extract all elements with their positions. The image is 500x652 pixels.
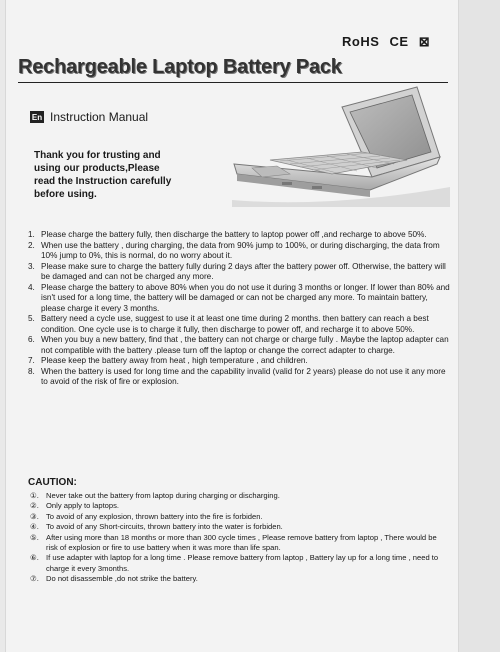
caution-item [30,533,450,554]
caution-item [30,501,450,511]
page-title: Rechargeable Laptop Battery Pack [18,56,342,78]
item-text: Please charge the battery to above 80% when you do not use it during 3 months or longer. If lower than 80% and isn't used for a long time, the battery will be damaged or can not be charged any more. To maintain battery, please charge it every 3 months. [41,282,450,313]
list-item [28,262,452,283]
list-item [28,356,452,367]
caution-item [30,491,450,501]
item-number: 3. [28,261,35,271]
list-item [28,283,452,315]
intro-line: read the Instruction carefully [34,176,172,187]
language-badge: En [31,112,43,122]
item-text: Please charge the battery fully, then discharge the battery to laptop power off ,and recharge to above 50%. [41,230,427,239]
caution-number: ⑤. [30,532,39,542]
item-number: 1. [28,230,35,239]
item-number: 6. [28,335,35,344]
caution-text: After using more than 18 months or more than 300 cycle times , Please remove battery from laptop , There would be risk of explosion or fire to use battery when it was more than life span. [46,532,437,553]
intro-line: using our products,Please [34,163,160,174]
item-number: 8. [28,366,35,376]
list-item [28,241,452,262]
caution-text: To avoid of any explosion, thrown battery into the fire is forbiden. [46,511,263,521]
item-text: Battery need a cycle use, suggest to use it at least one time during 2 months. then battery can reach a best condition. One cycle use is to charge it fully, then discharge to power off, and recharge it to above 50%. [41,314,429,334]
laptop-illustration [212,82,452,207]
list-item [28,335,452,356]
caution-number: ④. [30,522,39,532]
list-item [28,314,452,335]
item-number: 2. [28,240,35,250]
item-number: 4. [28,282,35,292]
caution-text: Do not disassemble ,do not strike the battery. [46,574,198,584]
item-text: When you buy a new battery, find that , the battery can not charge or charge fully . Maybe the laptop adapter can not compatible with the battery .please turn off the laptop or change the correct adapter to charge. [41,335,449,355]
caution-number: ①. [30,491,39,500]
weee-bin-icon: ⊠ [418,34,431,49]
intro-line: Thank you for trusting and [34,150,161,161]
caution-item [30,522,450,532]
background-margin [458,0,500,652]
caution-item [30,512,450,522]
intro-line: before using. [34,189,97,200]
caution-text: Never take out the battery from laptop during charging or discharging. [46,491,280,500]
caution-item [30,574,450,584]
caution-number: ⑥. [30,553,39,563]
caution-number: ③. [30,511,39,521]
item-text: When the battery is used for long time and the capability invalid (valid for 2 years) please do not use it any more to avoid of the risk of fire or explosion. [41,366,446,386]
list-item [28,367,452,388]
caution-text: If use adapter with laptop for a long time . Please remove battery from laptop , Battery lay up for a long time , need to charge it every 3months. [46,553,439,573]
caution-number: ⑦. [30,574,39,584]
instructions-list [28,230,452,388]
item-text: Please make sure to charge the battery fully during 2 days after the battery power off. Otherwise, the battery will be damaged and can not be charged any more. [41,261,446,281]
caution-text: To avoid of any Short-circuits, thrown battery into the water is forbiden. [46,522,283,532]
item-number: 5. [28,314,35,323]
caution-text: Only apply to laptops. [46,501,120,511]
caution-heading: CAUTION: [28,477,77,488]
item-text: Please keep the battery away from heat , high temperature , and children. [41,356,308,365]
caution-item [30,553,450,574]
certification-marks [342,34,436,50]
manual-label: Instruction Manual [50,110,149,124]
rohs-mark: RoHS [342,34,380,49]
list-item [28,230,452,241]
ce-mark: CE [389,34,409,49]
intro-text [34,149,224,201]
item-text: When use the battery , during charging, the data from 90% jump to 100%, or during discharging, the data from 10% jump to 0%, this is normal, do no worry about it. [41,240,440,260]
caution-list [30,491,450,585]
caution-number: ②. [30,501,39,511]
item-number: 7. [28,356,35,365]
